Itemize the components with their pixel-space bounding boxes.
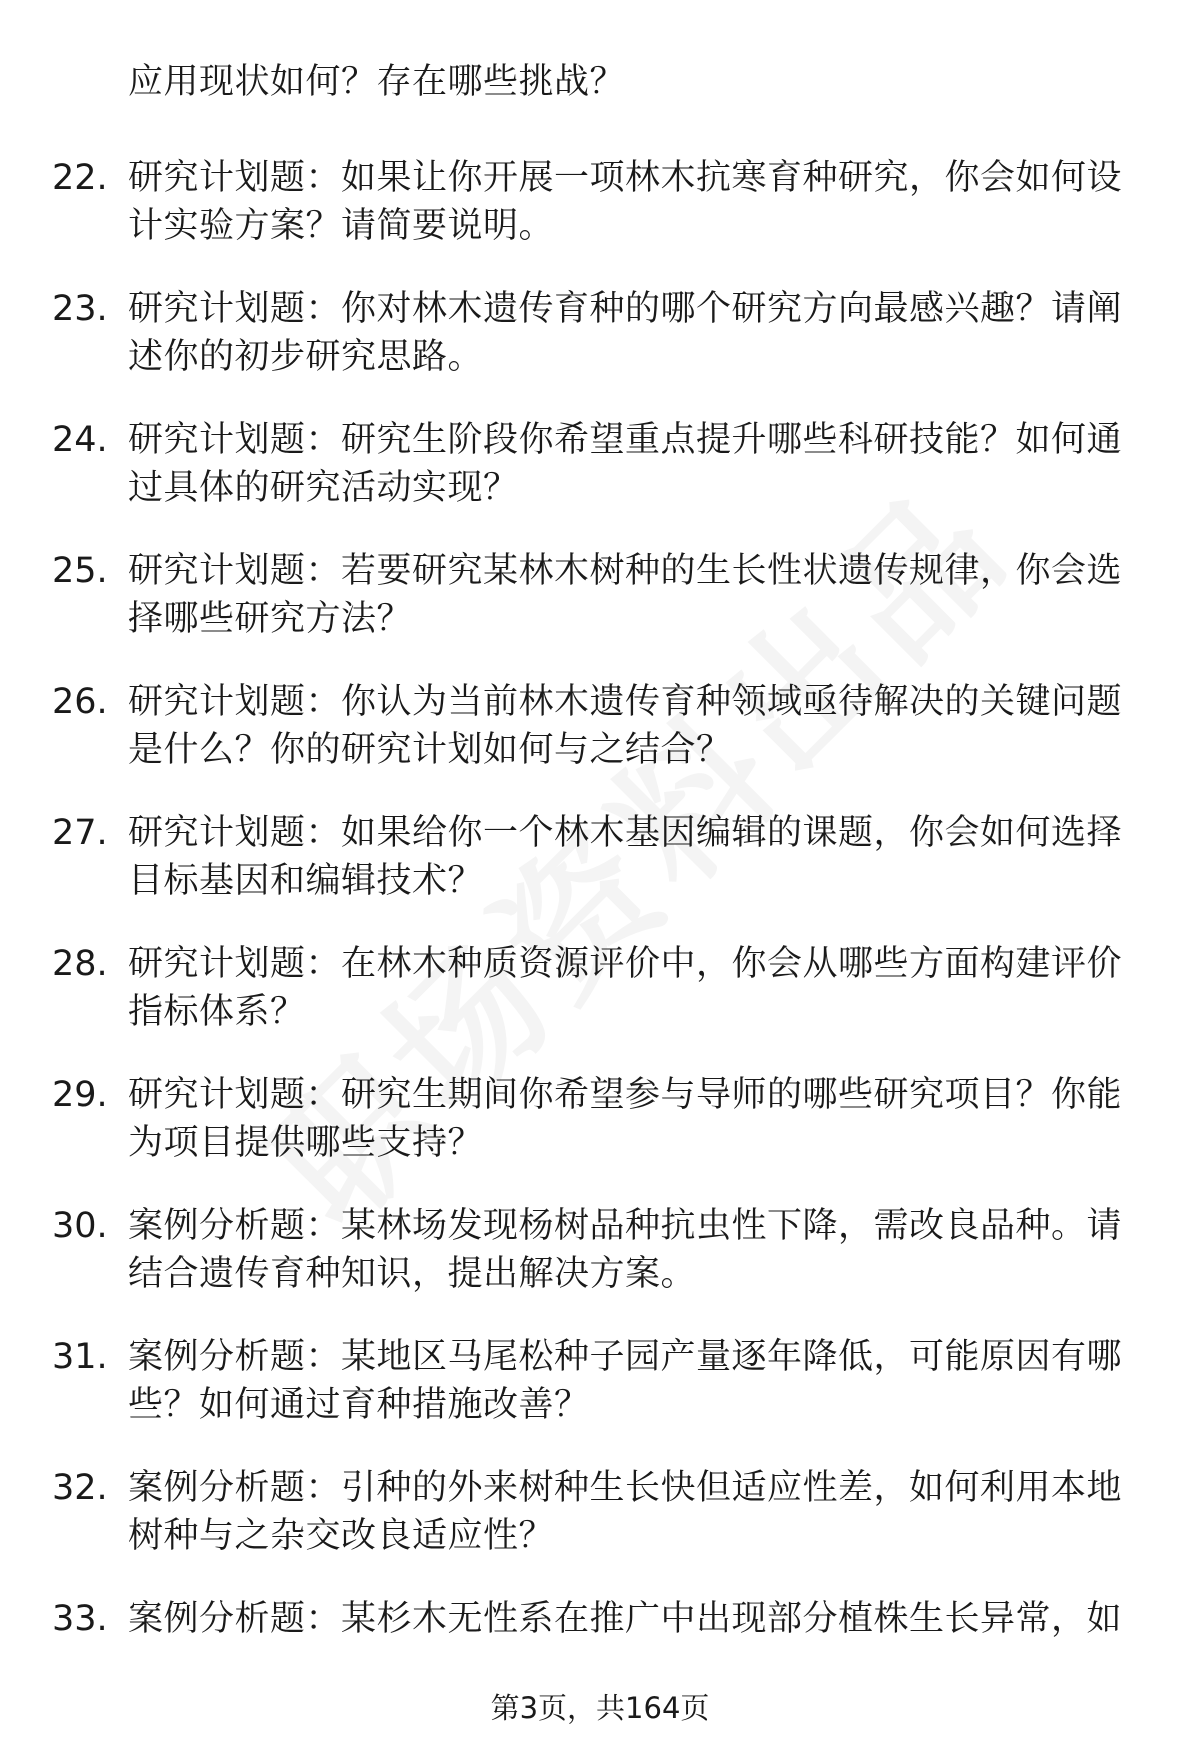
- question-item: [52, 1202, 1142, 1298]
- page-footer: 第3页，共164页: [490, 1691, 710, 1725]
- question-number: 27.: [52, 813, 108, 853]
- question-item: [52, 285, 1142, 381]
- question-text: 案例分析题：某杉木无性系在推广中出现部分植株生长异常，如: [128, 1599, 1123, 1639]
- question-text: 研究计划题：在林木种质资源评价中，你会从哪些方面构建评价指标体系？: [128, 944, 1123, 1032]
- question-number: 26.: [52, 682, 108, 722]
- question-item: [52, 154, 1142, 250]
- question-item: [52, 1071, 1142, 1167]
- question-item: [52, 1464, 1142, 1560]
- question-text: 研究计划题：你对林木遗传育种的哪个研究方向最感兴趣？请阐述你的初步研究思路。: [128, 289, 1123, 377]
- question-item: [52, 1333, 1142, 1429]
- question-number: 29.: [52, 1075, 108, 1115]
- question-text: 案例分析题：引种的外来树种生长快但适应性差，如何利用本地树种与之杂交改良适应性？: [128, 1468, 1123, 1556]
- question-text: 研究计划题：若要研究某林木树种的生长性状遗传规律，你会选择哪些研究方法？: [128, 551, 1123, 639]
- question-number: 23.: [52, 289, 108, 329]
- question-text: 研究计划题：研究生阶段你希望重点提升哪些科研技能？如何通过具体的研究活动实现？: [128, 420, 1123, 508]
- question-item: [52, 940, 1142, 1036]
- question-text: 研究计划题：你认为当前林木遗传育种领域亟待解决的关键问题是什么？你的研究计划如何与之结合？: [128, 682, 1123, 770]
- question-list: [52, 58, 1142, 1678]
- question-item: [52, 809, 1142, 905]
- question-number: 24.: [52, 420, 108, 460]
- question-number: 33.: [52, 1599, 108, 1639]
- continuation-text: 应用现状如何？存在哪些挑战？: [128, 62, 626, 102]
- question-number: 25.: [52, 551, 108, 591]
- question-number: 31.: [52, 1337, 108, 1377]
- question-number: 28.: [52, 944, 108, 984]
- question-text: 研究计划题：如果给你一个林木基因编辑的课题，你会如何选择目标基因和编辑技术？: [128, 813, 1123, 901]
- question-item: [52, 1595, 1142, 1643]
- question-text: 案例分析题：某地区马尾松种子园产量逐年降低，可能原因有哪些？如何通过育种措施改善？: [128, 1337, 1123, 1425]
- question-item: [52, 416, 1142, 512]
- question-item: [52, 678, 1142, 774]
- question-number: 22.: [52, 158, 108, 198]
- question-number: 32.: [52, 1468, 108, 1508]
- question-item: [52, 547, 1142, 643]
- question-text: 案例分析题：某林场发现杨树品种抗虫性下降，需改良品种。请结合遗传育种知识，提出解决方案。: [128, 1206, 1123, 1294]
- question-number: 30.: [52, 1206, 108, 1246]
- question-text: 研究计划题：研究生期间你希望参与导师的哪些研究项目？你能为项目提供哪些支持？: [128, 1075, 1123, 1163]
- question-text: 研究计划题：如果让你开展一项林木抗寒育种研究，你会如何设计实验方案？请简要说明。: [128, 158, 1123, 246]
